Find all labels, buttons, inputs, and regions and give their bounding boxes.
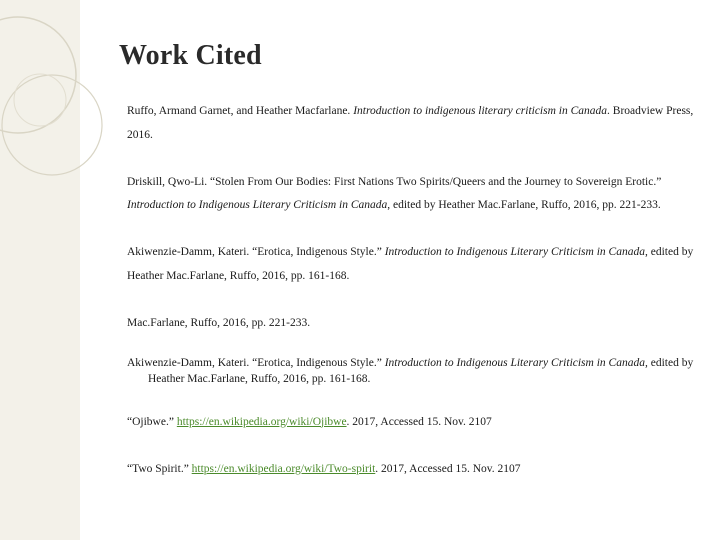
reference-entry-akiwenzie-damm-2 <box>127 355 707 387</box>
decorative-circles <box>0 0 120 220</box>
ref-text: Driskill, Qwo-Li. “Stolen From Our Bodies: First Nations Two Spirits/Queers and the Journey to Sovereign Erotic.” <box>127 175 662 188</box>
ref-text: “Ojibwe.” <box>127 415 177 428</box>
ref-text: . 2017, Accessed 15. Nov. 2107 <box>346 415 492 428</box>
deco-circle-large <box>0 17 76 133</box>
two-spirit-link[interactable]: https://en.wikipedia.org/wiki/Two-spirit <box>191 462 376 475</box>
ref-text: . Broadview Press, 2016. <box>127 105 694 141</box>
deco-circle-medium <box>2 75 102 175</box>
ref-text: Akiwenzie-Damm, Kateri. “Erotica, Indigenous Style.” <box>127 357 385 369</box>
deco-circle-small <box>14 74 66 126</box>
ref-text: . 2017, Accessed 15. Nov. 2107 <box>375 462 521 475</box>
reference-entry-akiwenzie-damm <box>127 241 707 288</box>
reference-entry-ojibwe <box>127 411 707 435</box>
ref-title: Introduction to indigenous literary criticism in Canada <box>353 105 608 117</box>
ref-text: , edited by Heather Mac.Farlane, Ruffo, 2016, pp. 161-168. <box>127 246 694 282</box>
ref-text: Akiwenzie-Damm, Kateri. “Erotica, Indigenous Style.” <box>127 246 385 258</box>
ref-text: Ruffo, Armand Garnet, and Heather Macfarlane. <box>127 105 354 117</box>
reference-entry-macfarlane <box>127 312 707 336</box>
page-title: Work Cited <box>119 40 262 71</box>
reference-entry-two-spirit <box>127 458 707 482</box>
ref-title: Introduction to Indigenous Literary Criticism in Canada <box>384 246 645 258</box>
ref-text: edited by Heather Mac.Farlane, Ruffo, 2016, pp. 161-168. <box>148 357 694 385</box>
reference-entry-ruffo <box>127 100 707 147</box>
ref-title: Introduction to Indigenous Literary Criticism in Canada <box>127 199 388 211</box>
ref-title: Introduction to Indigenous Literary Criticism in Canada, <box>384 357 648 369</box>
ojibwe-link[interactable]: https://en.wikipedia.org/wiki/Ojibwe <box>176 415 347 428</box>
ref-text: , edited by Heather Mac.Farlane, Ruffo, 2016, pp. 221-233. <box>387 199 661 211</box>
reference-entry-driskill <box>127 171 707 218</box>
ref-text: “Two Spirit.” <box>127 462 192 475</box>
ref-text: Mac.Farlane, Ruffo, 2016, pp. 221-233. <box>127 316 311 329</box>
references-list <box>127 100 707 505</box>
